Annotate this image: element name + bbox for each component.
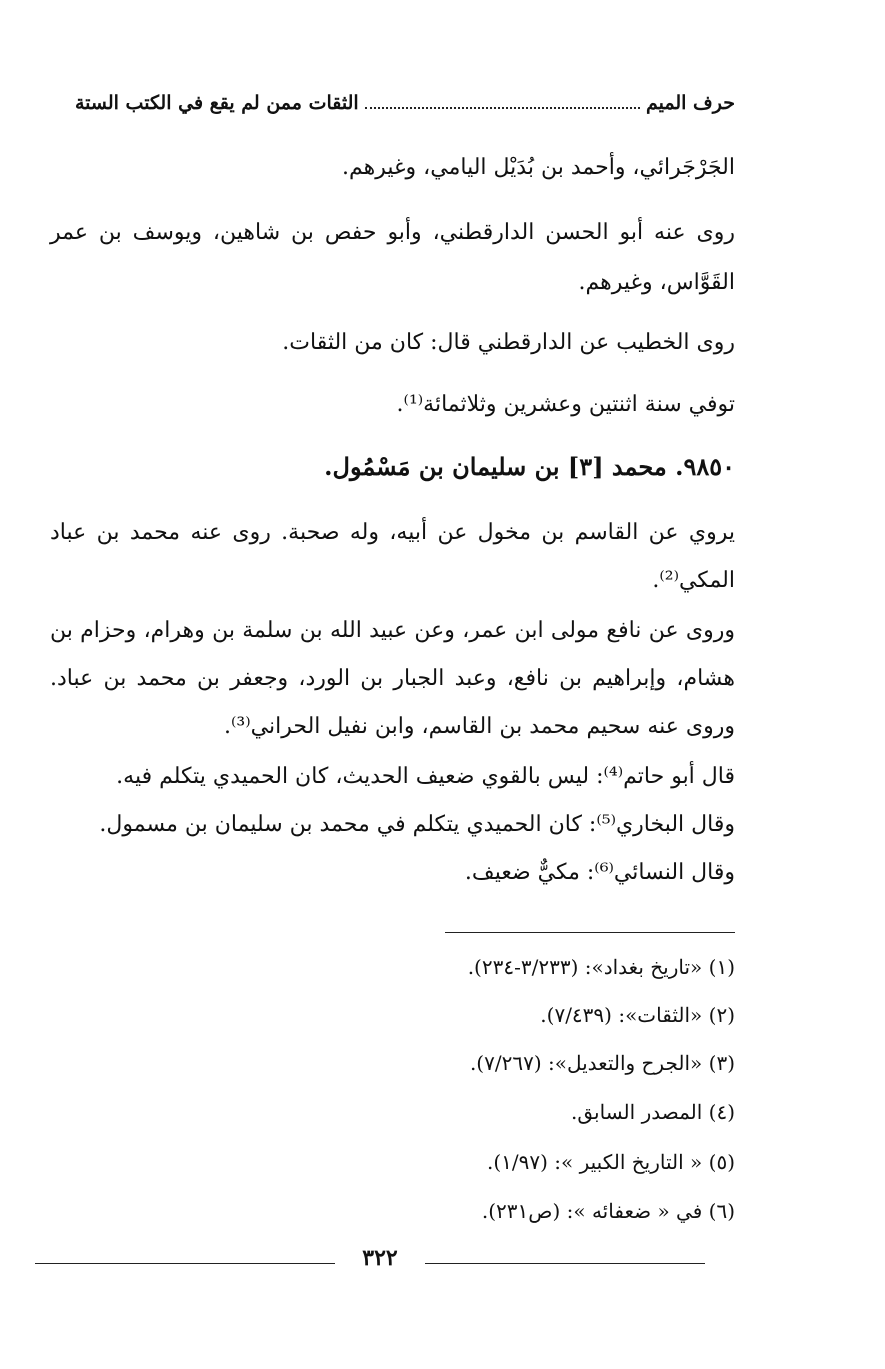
text-line: روى الخطيب عن الدارقطني قال: كان من الثقات.	[282, 330, 735, 355]
text-line: قال أبو حاتم⁽⁴⁾: ليس بالقوي ضعيف الحديث، كان الحميدي يتكلم فيه.	[116, 764, 735, 789]
text-line: يروي عن القاسم بن مخول عن أبيه، وله صحبة. روى عنه محمد بن عباد	[50, 520, 735, 545]
footnote: (٤) المصدر السابق.	[571, 1100, 735, 1124]
text-line: وروى عنه سحيم محمد بن القاسم، وابن نفيل الحراني⁽³⁾.	[224, 714, 735, 739]
text-line: روى عنه أبو الحسن الدارقطني، وأبو حفص بن شاهين، ويوسف بن عمر	[50, 220, 735, 245]
footer-rule-left	[35, 1263, 335, 1264]
header-chapter: حرف الميم	[646, 92, 735, 114]
footnote-separator	[445, 932, 735, 933]
header-dots	[365, 95, 640, 109]
text-line: وقال البخاري⁽⁵⁾: كان الحميدي يتكلم في محمد بن سليمان بن مسمول.	[99, 812, 735, 837]
text-line: القَوَّاس، وغيرهم.	[578, 270, 735, 295]
text-line: الجَرْجَرائي، وأحمد بن بُدَيْل اليامي، وغيرهم.	[342, 155, 735, 180]
footnote: (١) «تاريخ بغداد»: (٣/٢٣٣-٢٣٤).	[467, 955, 735, 979]
text-line: هشام، وإبراهيم بن نافع، وعبد الجبار بن الورد، وجعفر بن محمد بن عباد.	[50, 666, 735, 691]
text-line: وروى عن نافع مولى ابن عمر، وعن عبيد الله بن سلمة بن وهرام، وحزام بن	[50, 618, 735, 643]
text-line: وقال النسائي⁽⁶⁾: مكيٌّ ضعيف.	[464, 860, 735, 885]
footer-rule-right	[425, 1263, 705, 1264]
text-line: توفي سنة اثنتين وعشرين وثلاثمائة⁽¹⁾.	[396, 392, 735, 417]
footnote: (٣) «الجرح والتعديل»: (٧/٢٦٧).	[469, 1051, 735, 1075]
footnote: (٥) « التاريخ الكبير »: (١/٩٧).	[486, 1150, 735, 1174]
text-line: المكي⁽²⁾.	[652, 568, 735, 593]
footnote: (٦) في « ضعفائه »: (ص٢٣١).	[481, 1199, 735, 1223]
header-book-title: الثقات ممن لم يقع في الكتب الستة	[75, 92, 359, 114]
footnote: (٢) «الثقات»: (٧/٤٣٩).	[540, 1003, 735, 1027]
page-number: ٣٢٢	[362, 1245, 398, 1271]
running-header	[75, 92, 735, 114]
entry-title: ٩٨٥٠. محمد [٣] بن سليمان بن مَسْمُول.	[324, 452, 735, 481]
